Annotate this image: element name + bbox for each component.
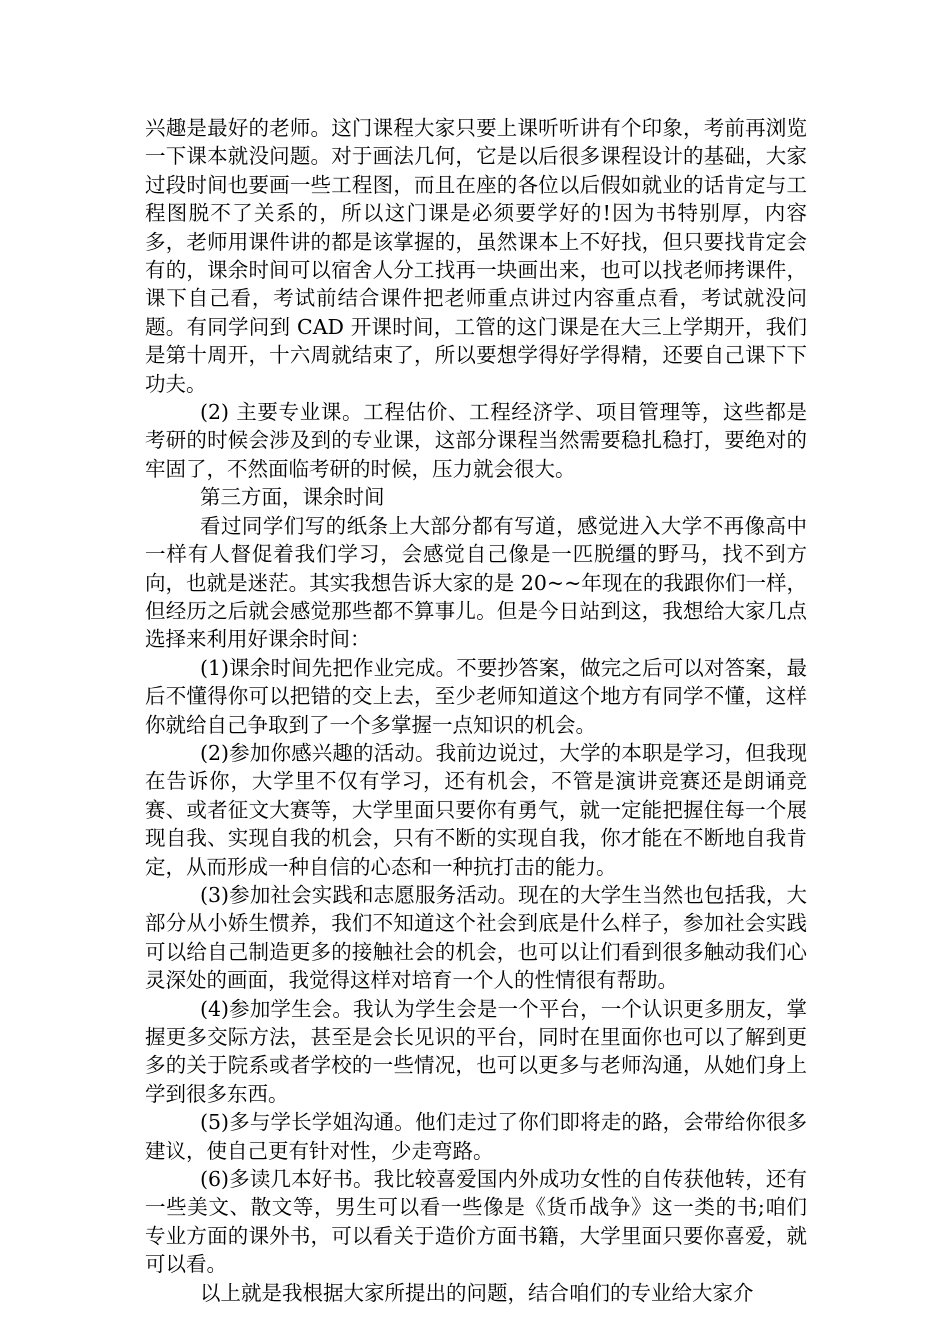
list-item-social-practice: (3)参加社会实践和志愿服务活动。现在的大学生当然也包括我，大部分从小娇生惯养，我们不知道这个社会到底是什么样子，参加社会实践可以给自己制造更多的接触社会的机会，也可以让们看到很多触动我们心灵深处的画面，我觉得这样对培育一个人的性情很有帮助。 [145, 882, 807, 993]
paragraph-drawing-course: 兴趣是最好的老师。这门课程大家只要上课听听讲有个印象，考前再浏览一下课本就没问题。对于画法几何，它是以后很多课程设计的基础，大家过段时间也要画一些工程图，而且在座的各位以后假如就业的话肯定与工程图脱不了关系的，所以这门课是必须要学好的!因为书特别厚，内容多，老师用课件讲的都是该掌握的，虽然课本上不好找，但只要找肯定会有的，课余时间可以宿舍人分工找再一块画出来，也可以找老师拷课件，课下自己看，考试前结合课件把老师重点讲过内容重点看，考试就没问题。有同学问到 CAD 开课时间，工管的这门课是在大三上学期开，我们是第十周开，十六周就结束了，所以要想学得好学得精，还要自己课下下功夫。 [145, 116, 807, 396]
paragraph-conclusion: 以上就是我根据大家所提出的问题，结合咱们的专业给大家介 [200, 1280, 754, 1305]
list-item-student-union: (4)参加学生会。我认为学生会是一个平台，一个认识更多朋友，掌握更多交际方法，甚至是会长见识的平台，同时在里面你也可以了解到更多的关于院系或者学校的一些情况，也可以更多与老师沟通，从她们身上学到很多东西。 [145, 996, 807, 1106]
section-heading-spare-time: 第三方面，课余时间 [200, 485, 385, 510]
paragraph-major-courses: (2) 主要专业课。工程估价、工程经济学、项目管理等，这些都是考研的时候会涉及到的专业课，这部分课程当然需要稳扎稳打，要绝对的牢固了，不然面临考研的时候，压力就会很大。 [145, 400, 807, 481]
list-item-activities: (2)参加你感兴趣的活动。我前边说过，大学的本职是学习，但我现在告诉你，大学里不仅有学习，还有机会，不管是演讲竞赛还是朗诵竞赛、或者征文大赛等，大学里面只要你有勇气，就一定能把握住每一个展现自我、实现自我的机会，只有不断的实现自我，你才能在不断地自我肯定，从而形成一种自信的心态和一种抗打击的能力。 [145, 740, 807, 879]
list-item-books: (6)多读几本好书。我比较喜爱国内外成功女性的自传获他转，还有一些美文、散文等，男生可以看一些像是《货币战争》这一类的书;咱们专业方面的课外书，可以看关于造价方面书籍，大学里面只要你喜爱，就可以看。 [145, 1167, 807, 1277]
document-body [145, 114, 807, 1307]
list-item-homework: (1)课余时间先把作业完成。不要抄答案，做完之后可以对答案，最后不懂得你可以把错的交上去，至少老师知道这个地方有同学不懂，这样你就给自己争取到了一个多掌握一点知识的机会。 [145, 655, 807, 737]
paragraph-spare-time-intro: 看过同学们写的纸条上大部分都有写道，感觉进入大学不再像高中一样有人督促着我们学习，会感觉自己像是一匹脱缰的野马，找不到方向，也就是迷茫。其实我想告诉大家的是 20~~年现在的我跟你们一样，但经历之后就会感觉那些都不算事儿。但是今日站到这，我想给大家几点选择来利用好课余时间： [145, 513, 807, 652]
list-item-seniors: (5)多与学长学姐沟通。他们走过了你们即将走的路，会带给你很多建议，使自己更有针对性，少走弯路。 [145, 1110, 807, 1163]
